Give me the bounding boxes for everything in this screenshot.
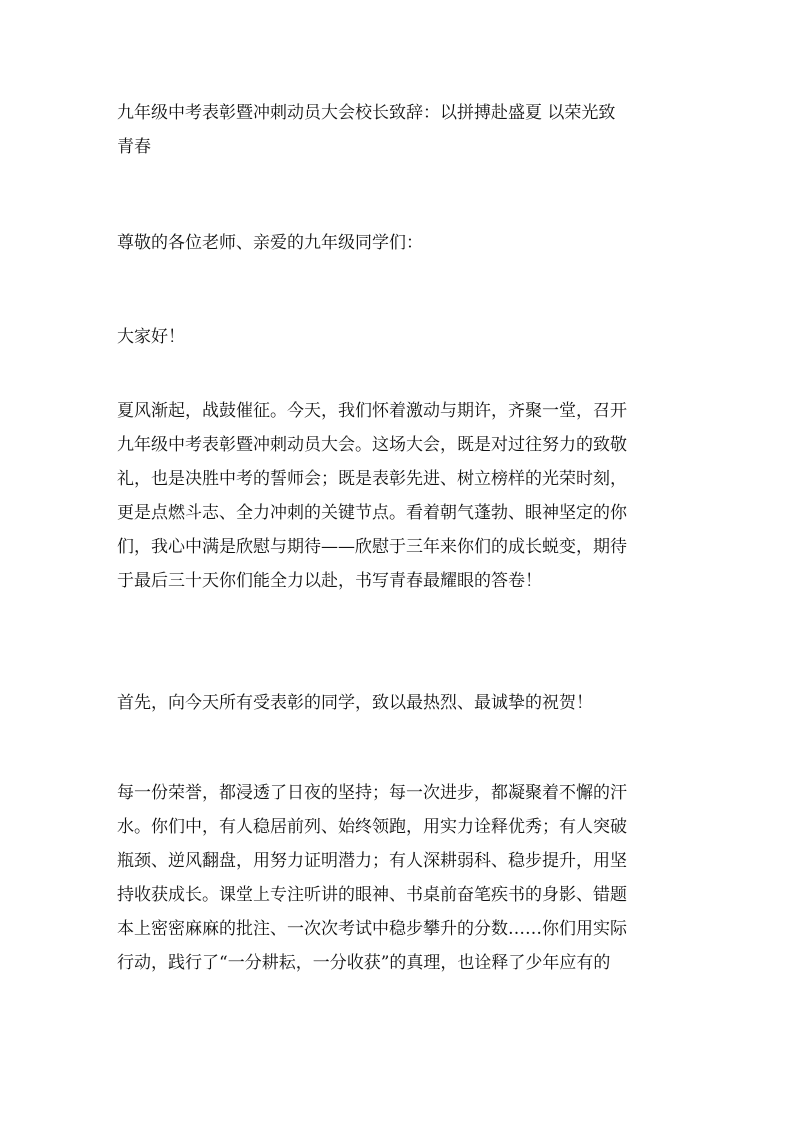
paragraph-line: 首先，向今天所有受表彰的同学，致以最热烈、最诚挚的祝贺！	[117, 693, 593, 713]
paragraph-opening	[117, 394, 687, 598]
document-title	[117, 96, 687, 164]
paragraph-line: 本上密密麻麻的批注、一次次考试中稳步攀升的分数……你们用实际	[117, 919, 627, 939]
paragraph-line: 夏风渐起，战鼓催征。今天，我们怀着激动与期许，齐聚一堂，召开	[117, 401, 627, 421]
paragraph-line: 九年级中考表彰暨冲刺动员大会。这场大会，既是对过往努力的致敬	[117, 435, 627, 455]
paragraph-line: 于最后三十天你们能全力以赴，书写青春最耀眼的答卷！	[117, 571, 542, 591]
paragraph-line: 们，我心中满是欣慰与期待——欣慰于三年来你们的成长蜕变，期待	[117, 537, 627, 557]
salutation	[117, 226, 687, 260]
title-line: 九年级中考表彰暨冲刺动员大会校长致辞：以拼搏赴盛夏 以荣光致	[117, 103, 616, 123]
paragraph-line: 瓶颈、逆风翻盘，用努力证明潜力；有人深耕弱科、稳步提升，用坚	[117, 851, 627, 871]
paragraph-congratulations	[117, 686, 687, 720]
title-line: 青春	[117, 137, 151, 157]
paragraph-line: 持收获成长。课堂上专注听讲的眼神、书桌前奋笔疾书的身影、错题	[117, 885, 627, 905]
salutation-line: 尊敬的各位老师、亲爱的九年级同学们：	[117, 233, 423, 253]
paragraph-line: 行动，践行了“一分耕耘，一分收获”的真理，也诠释了少年应有的	[117, 953, 611, 973]
paragraph-line: 礼，也是决胜中考的誓师会；既是表彰先进、树立榜样的光荣时刻，	[117, 469, 627, 489]
paragraph-line: 每一份荣誉，都浸透了日夜的坚持；每一次进步，都凝聚着不懈的汗	[117, 783, 627, 803]
paragraph-honors	[117, 776, 687, 980]
paragraph-line: 更是点燃斗志、全力冲刺的关键节点。看着朝气蓬勃、眼神坚定的你	[117, 503, 627, 523]
greeting-line: 大家好！	[117, 327, 185, 347]
paragraph-line: 水。你们中，有人稳居前列、始终领跑，用实力诠释优秀；有人突破	[117, 817, 627, 837]
greeting	[117, 320, 687, 354]
